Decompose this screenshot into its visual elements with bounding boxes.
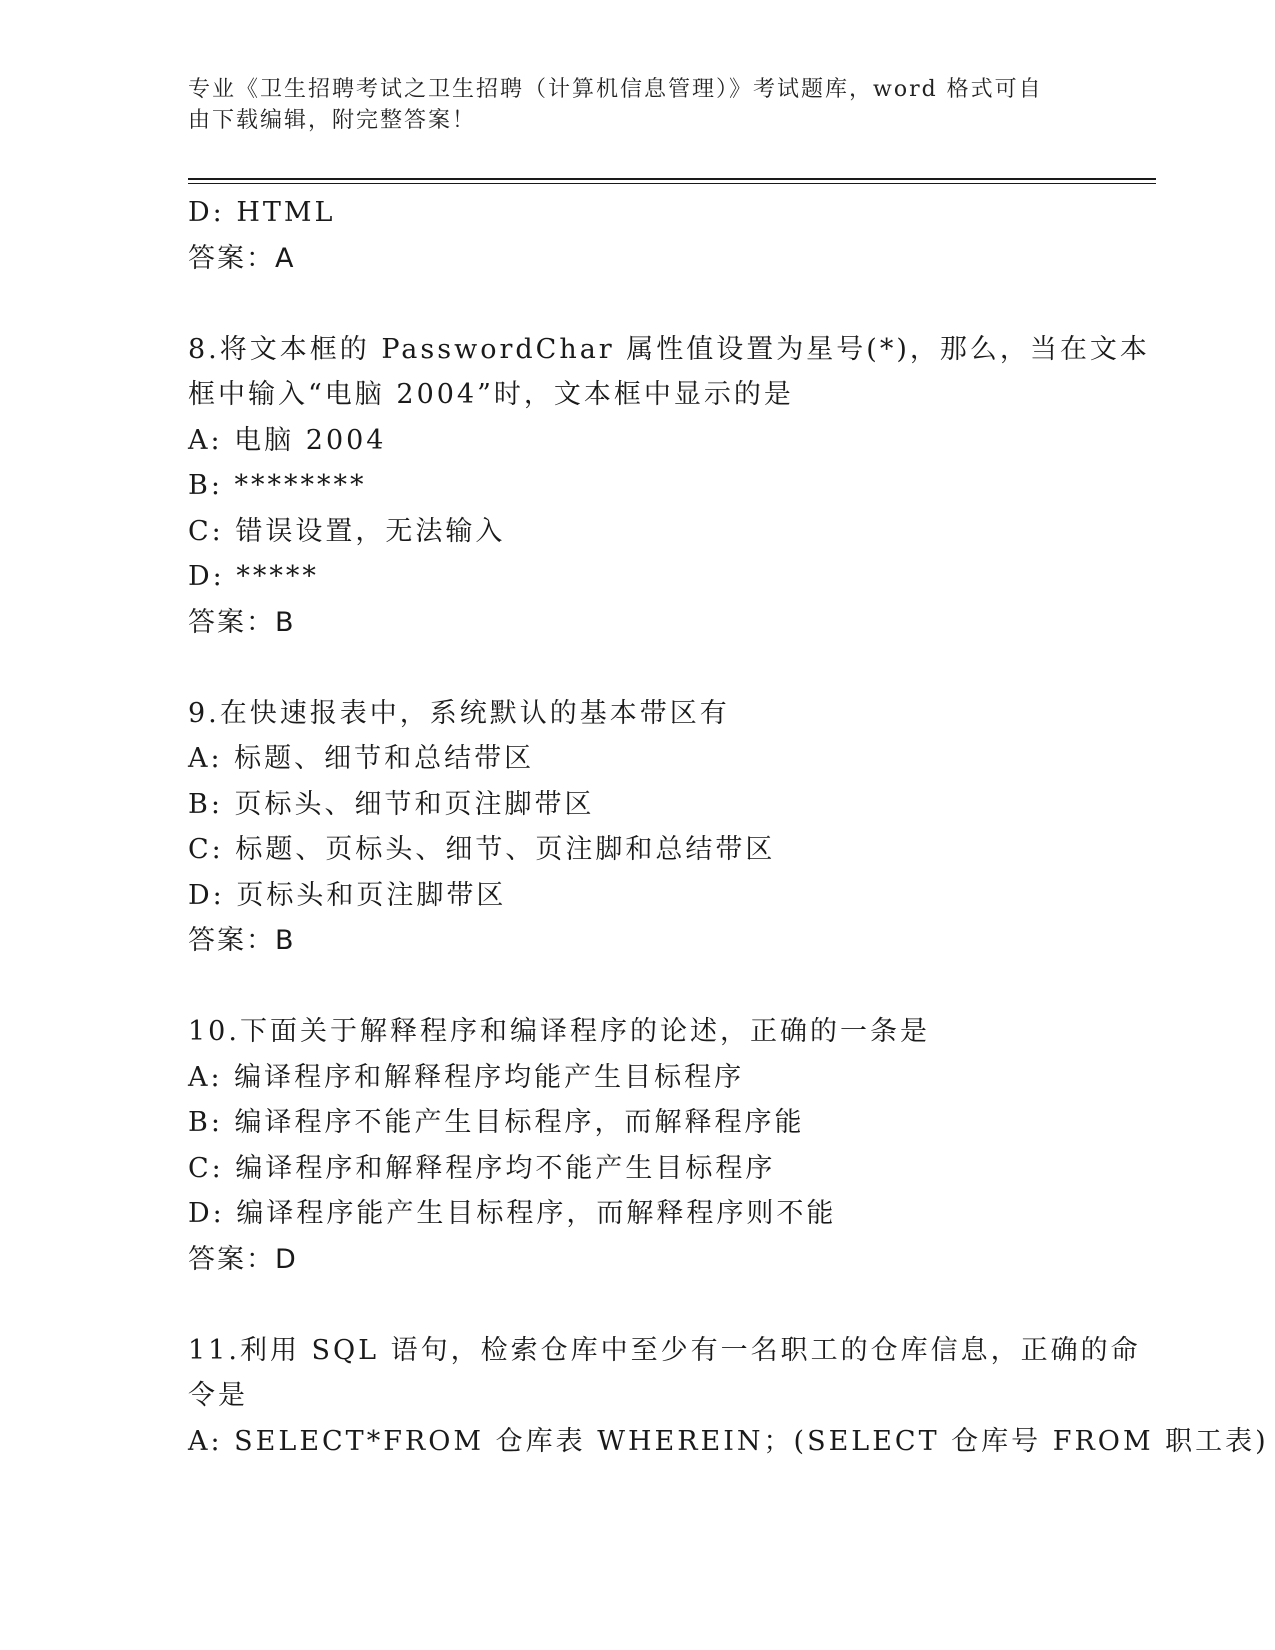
question-stem: 9.在快速报表中，系统默认的基本带区有 [188, 697, 730, 729]
question-9 [188, 691, 1088, 964]
question-stem: 令是 [188, 1380, 248, 1411]
answer: 答案：A [188, 242, 296, 274]
question-stem: 10.下面关于解释程序和编译程序的论述，正确的一条是 [188, 1016, 930, 1047]
question-stem: 8.将文本框的 PasswordChar 属性值设置为星号(*)，那么，当在文本 [188, 333, 1150, 365]
answer: 答案：B [188, 925, 296, 956]
question-8 [188, 327, 1150, 646]
header-rule-thin [188, 183, 1156, 184]
option-d: D: 页标头和页注脚带区 [188, 879, 507, 911]
option-a: A: SELECT*FROM 仓库表 WHEREIN；(SELECT 仓库号 FROM 职工表) [188, 1425, 1269, 1457]
spacer [188, 1282, 1088, 1328]
answer: 答案：B [188, 606, 296, 638]
header-title-line-1: 专业《卫生招聘考试之卫生招聘（计算机信息管理）》考试题库，word 格式可自 [188, 77, 1043, 102]
option-c: C: 错误设置，无法输入 [188, 515, 506, 547]
option-a: A: 电脑 2004 [188, 424, 387, 456]
spacer [188, 964, 1088, 1010]
option-d: D: ***** [188, 561, 319, 592]
answer: 答案：D [188, 1243, 298, 1275]
option-b: B: 编译程序不能产生目标程序，而解释程序能 [188, 1107, 805, 1138]
option-d: D: 编译程序能产生目标程序，而解释程序则不能 [188, 1198, 837, 1229]
question-stem: 11.利用 SQL 语句，检索仓库中至少有一名职工的仓库信息，正确的命 [188, 1334, 1141, 1366]
page-header [188, 74, 1068, 136]
header-title-line-2: 由下载编辑，附完整答案！ [188, 108, 477, 133]
option-b: B: 页标头、细节和页注脚带区 [188, 788, 595, 820]
option-a: A: 编译程序和解释程序均能产生目标程序 [188, 1061, 745, 1093]
option-c: C: 编译程序和解释程序均不能产生目标程序 [188, 1152, 776, 1184]
spacer [188, 281, 1088, 327]
question-stem: 框中输入“电脑 2004”时，文本框中显示的是 [188, 379, 794, 410]
question-10 [188, 1009, 1088, 1282]
spacer [188, 645, 1088, 691]
header-rule-thick [188, 178, 1156, 180]
option-d: D: HTML [188, 197, 336, 228]
option-a: A: 标题、细节和总结带区 [188, 743, 535, 774]
option-b: B: ******** [188, 470, 367, 501]
question-content [188, 190, 1269, 1464]
question-11 [188, 1328, 1269, 1465]
option-c: C: 标题、页标头、细节、页注脚和总结带区 [188, 834, 776, 865]
